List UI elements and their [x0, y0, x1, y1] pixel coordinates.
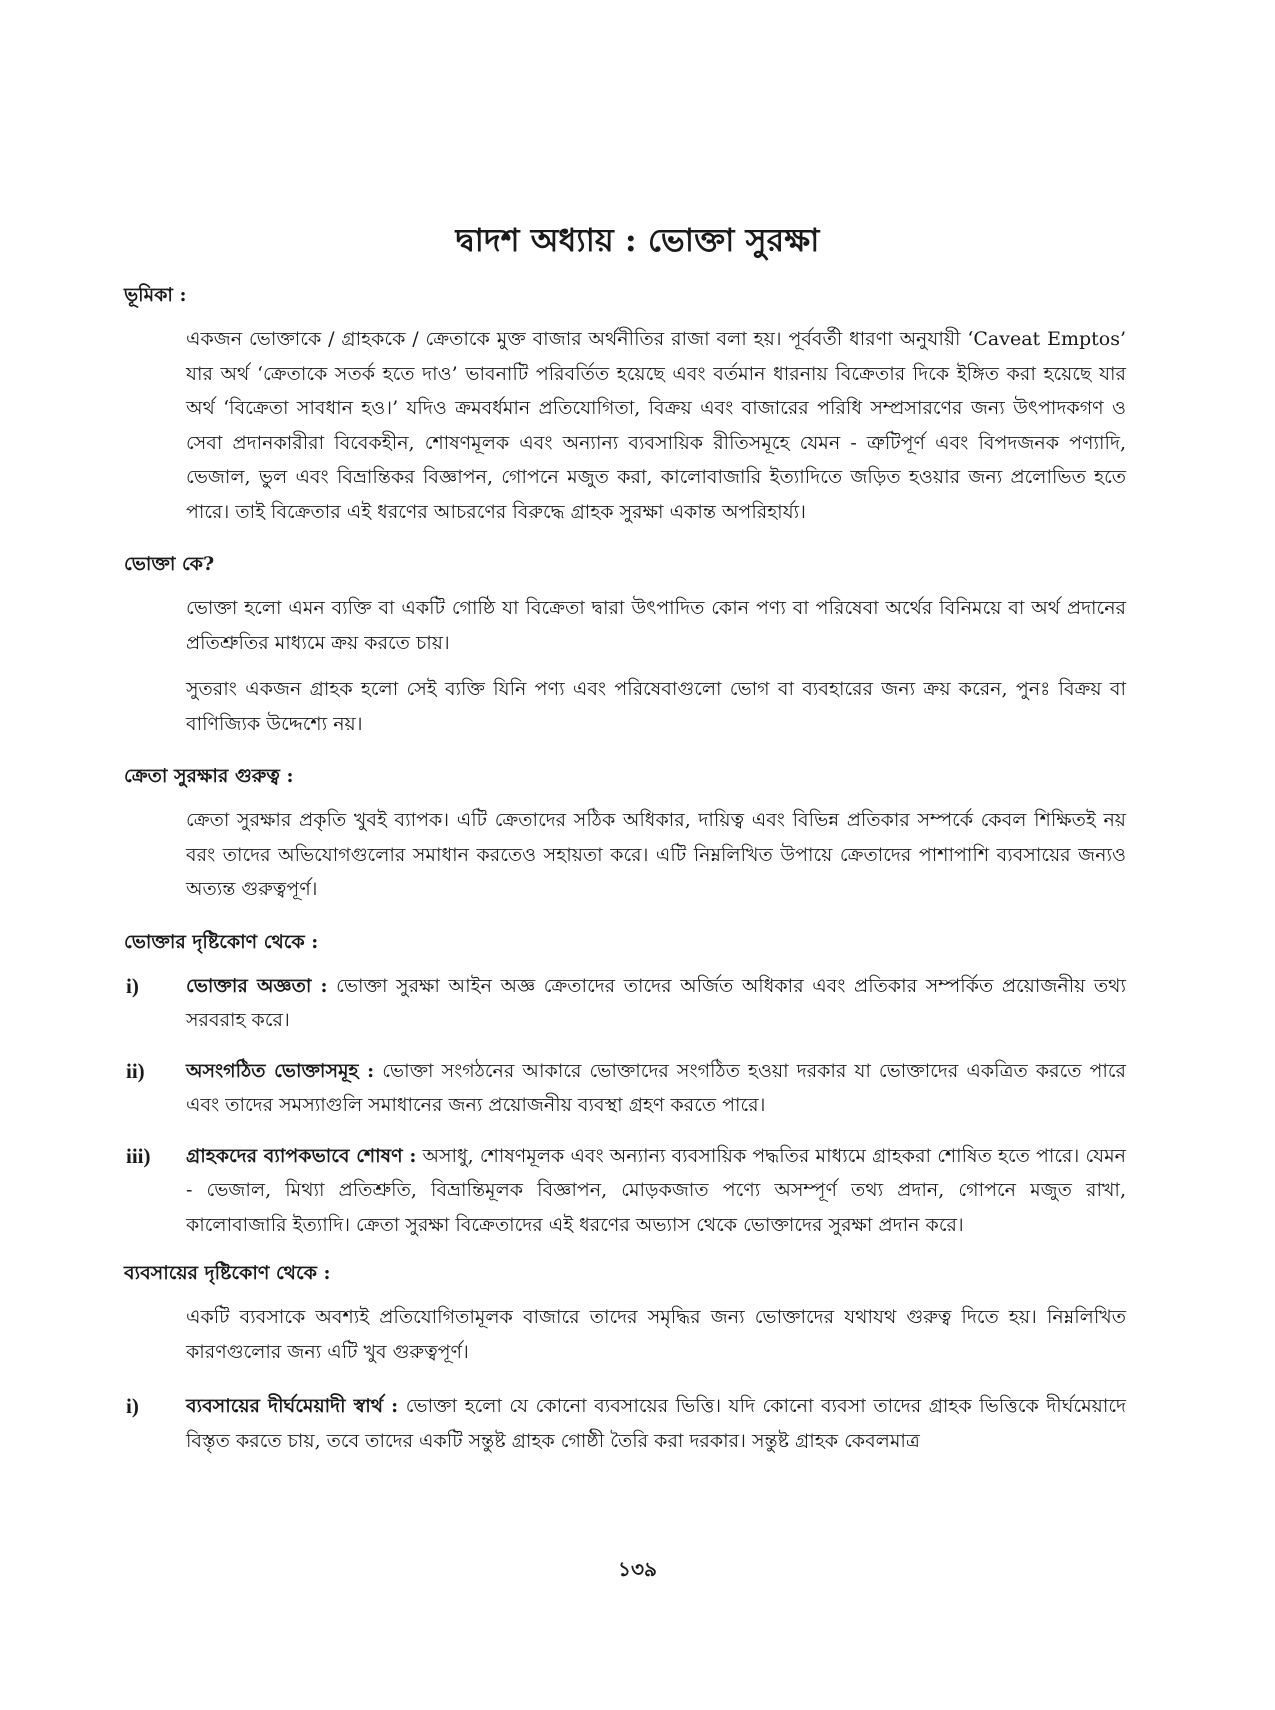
chapter-title: দ্বাদশ অধ্যায় : ভোক্তা সুরক্ষা [455, 221, 820, 259]
list-item-text: ভোক্তা সুরক্ষা আইন অজ্ঞ ক্রেতাদের তাদের অর্জিত অধিকার এবং প্রতিকার সম্পর্কিত প্রয়োজনীয় তথ্য সরবরাহ করে। [186, 974, 1126, 1031]
section-heading-intro: ভূমিকা : [124, 284, 187, 306]
list-number: i) [126, 973, 139, 998]
list-item [124, 1389, 1126, 1458]
list-item-term: ভোক্তার অজ্ঞতা : [186, 974, 328, 997]
who-consumer-paragraph-1: ভোক্তা হলো এমন ব্যক্তি বা একটি গোষ্ঠি যা বিক্রেতা দ্বারা উৎপাদিত কোন পণ্য বা পরিষেবা অর্থের বিনিময়ে বা অর্থ প্রদানের প্রতিশ্রুতির মাধ্যমে ক্রয় করতে চায়। [186, 597, 1126, 654]
importance-paragraph: ক্রেতা সুরক্ষার প্রকৃতি খুবই ব্যাপক। এটি ক্রেতাদের সঠিক অধিকার, দায়িত্ব এবং বিভিন্ন প্রতিকার সম্পর্কে কেবল শিক্ষিতই নয় বরং তাদের অভিযোগগুলোর সমাধান করতেও সহায়তা করে। এটি নিম্নলিখিত উপায়ে ক্রেতাদের পাশাপাশি ব্যবসায়ের জন্যও অত্যন্ত গুরুত্বপূর্ণ। [186, 809, 1126, 900]
page-content [124, 280, 1126, 1474]
intro-paragraph: একজন ভোক্তাকে / গ্রাহককে / ক্রেতাকে মুক্ত বাজার অর্থনীতির রাজা বলা হয়। পূর্ববর্তী ধারণা অনুযায়ী ‘Caveat Emptos’ যার অর্থ ‘ক্রেতাকে সতর্ক হতে দাও’ ভাবনাটি পরিবর্তিত হয়েছে এবং বর্তমান ধারনায় বিক্রেতার দিকে ইঙ্গিত করা হয়েছে যার অর্থ ‘বিক্রেতা সাবধান হও।’ যদিও ক্রমবর্ধমান প্রতিযোগিতা, বিক্রয় এবং বাজারের পরিধি সম্প্রসারণের জন্য উৎপাদকগণ ও সেবা প্রদানকারীরা বিবেকহীন, শোষণমূলক এবং অন্যান্য ব্যবসায়িক রীতিসমূহে যেমন - ত্রুটিপূর্ণ এবং বিপদজনক পণ্যাদি, ভেজাল, ভুল এবং বিভ্রান্তিকর বিজ্ঞাপন, গোপনে মজুত করা, কালোবাজারি ইত্যাদিতে জড়িত হওয়ার জন্য প্রলোভিত হতে পারে। তাই বিক্রেতার এই ধরণের আচরণের বিরুদ্ধে গ্রাহক সুরক্ষা একান্ত অপরিহার্য্য। [186, 328, 1126, 523]
list-item [124, 1139, 1126, 1243]
list-item-term: অসংগঠিত ভোক্তাসমূহ : [186, 1059, 375, 1082]
section-heading-who-consumer: ভোক্তা কে? [124, 553, 215, 575]
section-heading-consumer-view: ভোক্তার দৃষ্টিকোণ থেকে : [124, 930, 319, 953]
list-item-text: অসাধু, শোষণমূলক এবং অন্যান্য ব্যবসায়িক পদ্ধতির মাধ্যমে গ্রাহকরা শোষিত হতে পারে। যেমন - ভেজাল, মিথ্যা প্রতিশ্রুতি, বিভ্রান্তিমূলক বিজ্ঞাপন, মোড়কজাত পণ্যে অসম্পূর্ণ তথ্য প্রদান, গোপনে মজুত রাখা, কালোবাজারি ইত্যাদি। ক্রেতা সুরক্ষা বিক্রেতাদের এই ধরণের অভ্যাস থেকে ভোক্তাদের সুরক্ষা প্রদান করে। [186, 1144, 1126, 1236]
section-heading-importance: ক্রেতা সুরক্ষার গুরুত্ব : [124, 765, 294, 787]
list-item [124, 1054, 1126, 1123]
list-item-text: ভোক্তা সংগঠনের আকারে ভোক্তাদের সংগঠিত হওয়া দরকার যা ভোক্তাদের একত্রিত করতে পারে এবং তাদের সমস্যাগুলি সমাধানের জন্য প্রয়োজনীয় ব্যবস্থা গ্রহণ করতে পারে। [186, 1059, 1126, 1116]
list-item-term: ব্যবসায়ের দীর্ঘমেয়াদী স্বার্থ : [186, 1395, 399, 1417]
section-heading-business-view: ব্যবসায়ের দৃষ্টিকোণ থেকে : [124, 1262, 331, 1284]
list-item-term: গ্রাহকদের ব্যাপকভাবে শোষণ : [186, 1144, 417, 1167]
list-item-text: ভোক্তা হলো যে কোনো ব্যবসায়ের ভিত্তি। যদি কোনো ব্যবসা তাদের গ্রাহক ভিত্তিকে দীর্ঘমেয়াদে বিস্তৃত করতে চায়, তবে তাদের একটি সন্তুষ্ট গ্রাহক গোষ্ঠী তৈরি করা দরকার। সন্তুষ্ট গ্রাহক কেবলমাত্র [186, 1395, 1126, 1452]
list-number: iii) [126, 1143, 151, 1168]
who-consumer-paragraph-2: সুতরাং একজন গ্রাহক হলো সেই ব্যক্তি যিনি পণ্য এবং পরিষেবাগুলো ভোগ বা ব্যবহারের জন্য ক্রয় করেন, পুনঃ বিক্রয় বা বাণিজ্যিক উদ্দেশ্যে নয়। [186, 678, 1126, 735]
list-item [124, 969, 1126, 1038]
list-number: ii) [126, 1058, 145, 1083]
business-view-paragraph: একটি ব্যবসাকে অবশ্যই প্রতিযোগিতামূলক বাজারে তাদের সমৃদ্ধির জন্য ভোক্তাদের যথাযথ গুরুত্ব দিতে হয়। নিম্নলিখিত কারণগুলোর জন্য এটি খুব গুরুত্বপূর্ণ। [186, 1306, 1126, 1363]
list-number: i) [126, 1394, 139, 1418]
page-number: ১৩৯ [618, 1557, 657, 1581]
